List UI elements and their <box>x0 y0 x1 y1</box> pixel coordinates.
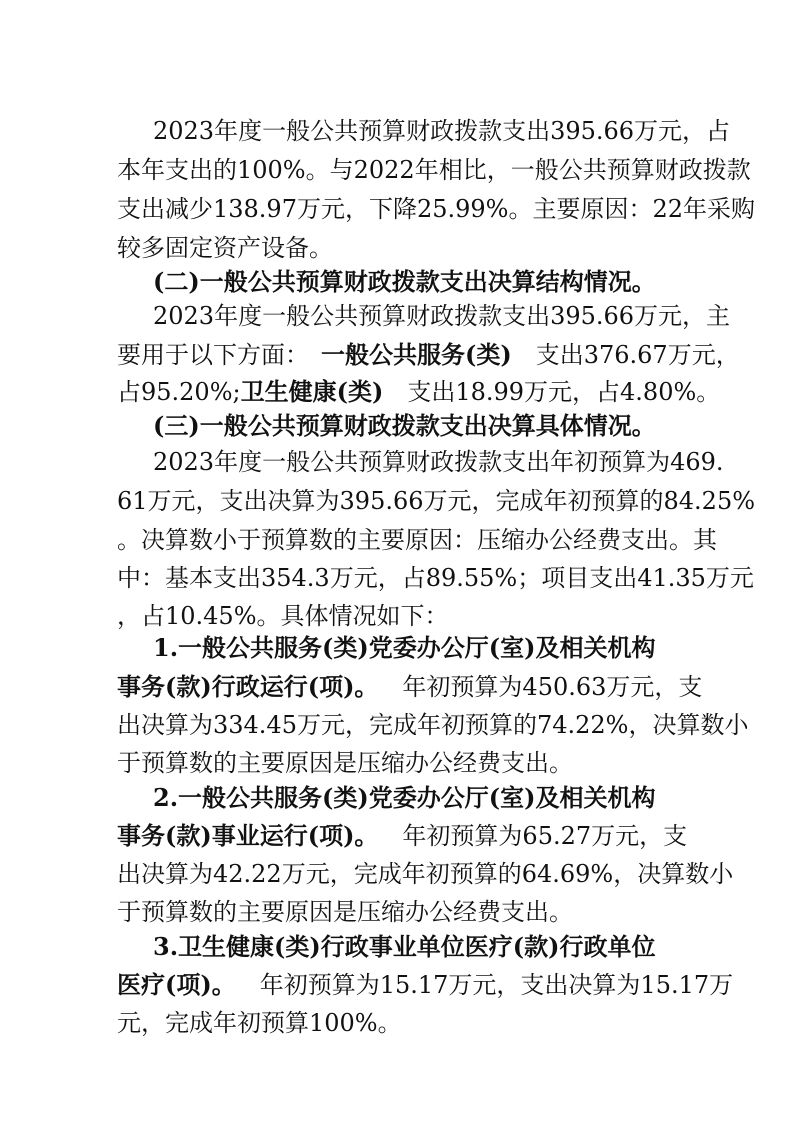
text-line <box>117 893 573 931</box>
text-segment: 出决算为334.45万元，完成年初预算的74.22%，决算数小 <box>117 711 749 739</box>
text-line <box>117 482 755 520</box>
text-segment-bold: 卫生健康(类) <box>240 377 384 406</box>
text-segment: 支出376.67万元， <box>535 341 740 369</box>
section-heading <box>153 263 656 301</box>
text-line <box>117 1004 402 1042</box>
text-line <box>153 112 730 150</box>
text-segment: 。决算数小于预算数的主要原因：压缩办公经费支出。其 <box>117 526 717 554</box>
item-heading <box>153 928 655 966</box>
text-segment: 2023年度一般公共预算财政拨款支出395.66万元，主 <box>153 302 731 330</box>
text-segment: 2023年度一般公共预算财政拨款支出395.66万元，占 <box>153 117 731 145</box>
text-line <box>117 229 333 267</box>
text-line <box>117 706 749 744</box>
text-segment: (三)一般公共预算财政拨款支出决算具体情况。 <box>153 411 656 440</box>
text-segment: 1.一般公共服务(类)党委办公厅(室)及相关机构 <box>153 633 656 662</box>
text-line <box>117 817 687 855</box>
text-segment: 元，完成年初预算100%。 <box>117 1009 402 1037</box>
item-heading <box>153 779 655 817</box>
text-segment: 于预算数的主要原因是压缩办公经费支出。 <box>117 749 573 777</box>
text-segment: ，占10.45%。具体情况如下： <box>117 602 449 630</box>
text-line <box>117 336 740 374</box>
text-segment: 出决算为42.22万元，完成年初预算的64.69%，决算数小 <box>117 860 734 888</box>
text-line <box>117 190 755 228</box>
text-segment: 要用于以下方面： <box>117 341 297 369</box>
text-segment: 年初预算为65.27万元，支 <box>402 822 688 850</box>
section-heading <box>153 407 656 445</box>
text-line <box>153 297 730 335</box>
text-segment: 2023年度一般公共预算财政拨款支出年初预算为469. <box>153 448 724 476</box>
text-segment: 年初预算为450.63万元，支 <box>402 673 703 701</box>
text-segment: 占95.20%; <box>117 378 241 406</box>
text-segment: 61万元，支出决算为395.66万元，完成年初预算的84.25% <box>117 487 756 515</box>
text-line <box>117 668 702 706</box>
text-line <box>117 559 754 597</box>
text-segment-bold: 事务(款)行政运行(项)。 <box>117 672 379 701</box>
text-segment: 较多固定资产设备。 <box>117 234 333 262</box>
text-segment-bold: 医疗(项)。 <box>117 970 236 999</box>
text-segment-bold: 一般公共服务(类) <box>321 340 512 369</box>
text-segment: 于预算数的主要原因是压缩办公经费支出。 <box>117 898 573 926</box>
text-line <box>117 744 573 782</box>
text-segment: 3.卫生健康(类)行政事业单位医疗(款)行政单位 <box>153 932 656 961</box>
text-segment: 中：基本支出354.3万元，占89.55%；项目支出41.35万元 <box>117 564 754 592</box>
text-segment: 支出18.99万元，占4.80%。 <box>407 378 721 406</box>
item-heading <box>153 629 655 667</box>
text-segment-bold: 事务(款)事业运行(项)。 <box>117 821 379 850</box>
text-line <box>117 373 720 411</box>
text-segment: (二)一般公共预算财政拨款支出决算结构情况。 <box>153 267 656 296</box>
text-segment: 年初预算为15.17万元，支出决算为15.17万 <box>259 971 734 999</box>
text-line <box>117 855 733 893</box>
text-segment: 2.一般公共服务(类)党委办公厅(室)及相关机构 <box>153 783 656 812</box>
text-line <box>153 443 724 481</box>
text-segment: 本年支出的100%。与2022年相比，一般公共预算财政拨款 <box>117 156 751 184</box>
text-segment: 支出减少138.97万元，下降25.99%。主要原因：22年采购 <box>117 195 756 223</box>
text-line <box>117 151 751 189</box>
text-line <box>117 966 733 1004</box>
text-line <box>117 521 717 559</box>
